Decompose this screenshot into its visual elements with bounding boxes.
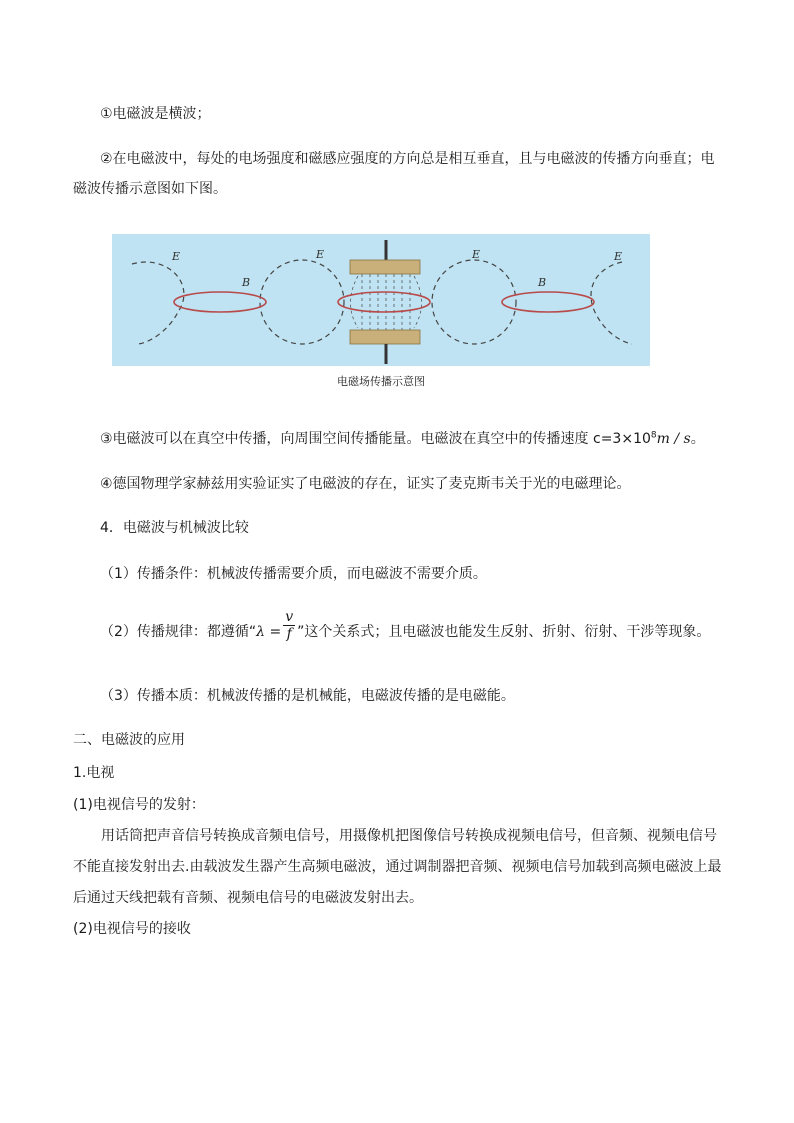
paragraph-speed-of-light [100,429,705,449]
fraction-numerator: v [285,608,294,625]
magnetic-field-loop-2 [338,292,430,312]
electric-field-loop-3 [432,260,516,344]
paragraph-field-direction-line2: 磁波传播示意图如下图。 [73,181,227,197]
speed-unit: m / s [656,431,691,447]
paragraph-field-direction-line1: ②在电磁波中，每处的电场强度和磁感应强度的方向总是相互垂直，且与电磁波的传播方向垂直；电 [100,151,715,167]
em-wave-figure [112,234,650,366]
speed-text: ③电磁波可以在真空中传播，向周围空间传播能量。电磁波在真空中的传播速度 c=3×10 [100,431,651,447]
fraction-denominator: f [286,625,292,642]
paragraph-hertz: ④德国物理学家赫兹用实验证实了电磁波的存在，证实了麦克斯韦关于光的电磁理论。 [100,476,631,492]
label-e-4: E [614,250,623,263]
tv-paragraph-line2: 不能直接发射出去.由载波发生器产生高频电磁波，通过调制器把音频、视频电信号加载到高频电磁波上最 [73,859,722,875]
comparison-condition: （1）传播条件：机械波传播需要介质，而电磁波不需要介质。 [100,566,487,582]
speed-exponent: 8 [650,430,657,441]
tv-paragraph-line1: 用话筒把声音信号转换成音频电信号，用摄像机把图像信号转换成视频电信号，但音频、视频电信号 [101,828,717,844]
heading-comparison: 4．电磁波与机械波比较 [100,520,249,536]
label-e-3: E [472,248,481,261]
magnetic-field-loop-1 [174,292,266,312]
electric-field-line-right [591,262,632,344]
comparison-law [100,608,711,642]
figure-caption: 电磁场传播示意图 [337,375,425,388]
capacitor-field-lines [351,274,422,330]
label-e-1: E [172,250,181,263]
label-b-1: B [242,276,251,289]
law-suffix: ”这个关系式；且电磁波也能发生反射、折射、衍射、干涉等现象。 [297,624,711,640]
em-wave-diagram [112,234,650,366]
subheading-tv-receive: (2)电视信号的接收 [73,921,191,937]
electric-field-loop-2 [260,260,344,344]
paragraph-transverse-wave: ①电磁波是横波； [100,106,211,122]
capacitor-plate-top [350,260,420,274]
law-lambda: λ = [256,624,282,640]
law-fraction [283,609,295,642]
electric-field-line-left [132,262,184,344]
speed-suffix: 。 [690,431,705,447]
label-e-2: E [316,248,325,261]
comparison-nature: （3）传播本质：机械波传播的是机械能，电磁波传播的是电磁能。 [100,688,515,704]
subheading-tv-transmit: (1)电视信号的发射： [73,797,205,813]
capacitor-plate-bottom [350,330,420,344]
law-prefix: （2）传播规律：都遵循“ [100,624,257,640]
subheading-tv: 1.电视 [73,765,115,781]
tv-paragraph-line3: 后通过天线把载有音频、视频电信号的电磁波发射出去。 [73,890,423,906]
label-b-2: B [538,276,547,289]
section-heading-applications: 二、电磁波的应用 [73,732,185,748]
